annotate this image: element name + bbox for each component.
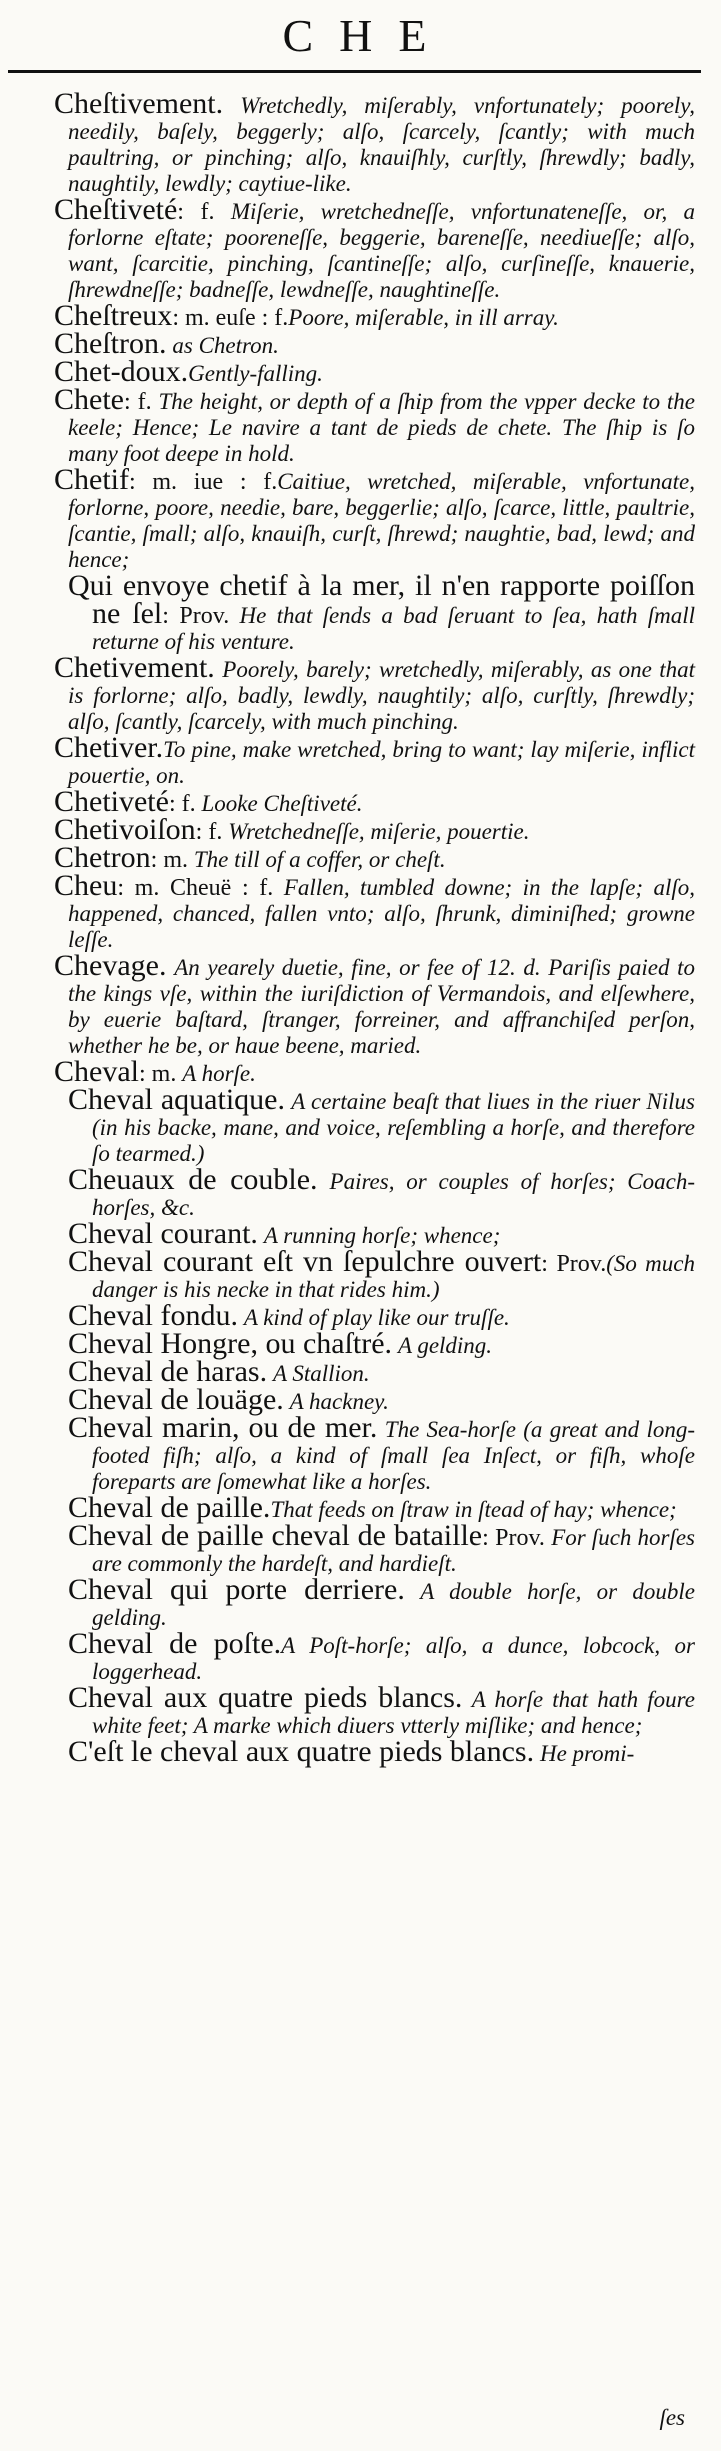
headword: Chevage. bbox=[54, 949, 167, 982]
definition: (So much danger is his necke in that rides him.) bbox=[92, 1251, 695, 1302]
headword: Chet-doux. bbox=[54, 355, 189, 388]
definition: A horſe that hath foure white feet; A marke which diuers vtterly miſlike; and hence; bbox=[92, 1687, 695, 1738]
sub-entry bbox=[54, 1627, 696, 1685]
headword: Cheval Hongre, ou chaſtré. bbox=[68, 1327, 393, 1360]
headword: Cheval fondu. bbox=[68, 1299, 238, 1332]
headword: Cheuaux de couble. bbox=[68, 1163, 318, 1196]
entry bbox=[54, 841, 695, 874]
grammar: : f. bbox=[177, 199, 215, 225]
entry bbox=[54, 355, 695, 388]
definition: Gently-falling. bbox=[188, 361, 323, 386]
headword: Cheval qui porte derriere. bbox=[68, 1573, 405, 1606]
sub-entry bbox=[54, 1411, 695, 1495]
definition: An yearely duetie, fine, or fee of 12. d. Pariſis paied to the kings vſe, within the iuriſdiction of Vermandois, and elſewhere, by euerie baſtard, ſtranger, forreiner, and affranchiſed perſon, whether he be, or haue beene, maried. bbox=[68, 955, 695, 1058]
definition: Paires, or couples of horſes; Coach-horſes, &c. bbox=[92, 1169, 696, 1220]
headword: Cheval courant eſt vn ſepulchre ouvert bbox=[68, 1245, 542, 1278]
definition: A running horſe; whence; bbox=[263, 1223, 501, 1248]
header-rule bbox=[8, 70, 701, 73]
definition: A kind of play like our truſſe. bbox=[243, 1305, 510, 1330]
entry bbox=[54, 869, 695, 953]
definition: To pine, make wretched, bring to want; lay miſerie, inflict pouertie, on. bbox=[68, 737, 695, 788]
headword: Chetivement. bbox=[54, 651, 215, 684]
running-head: CHE bbox=[282, 10, 453, 61]
definition: Poorely, barely; wretchedly, miſerably, as one that is forlorne; alſo, badly, lewdly, naughtily; alſo, curſtly, ſhrewdly; alſo, ſcantly, ſcarcely, with much pinching. bbox=[68, 657, 695, 734]
grammar: : m. bbox=[138, 1061, 177, 1087]
definition: A Poſt-horſe; alſo, a dunce, lobcock, or loggerhead. bbox=[92, 1633, 696, 1684]
definition: Wretchedly, miſerably, vnfortunately; poorely, needily, baſely, beggerly; alſo, ſcarcely, ſcantly; with much paultring, or pinching; alſo, knauiſhly, curſtly, ſhrewdly; badly, naughtily, lewdly; caytiue-like. bbox=[68, 93, 695, 196]
catchword: ſes bbox=[659, 2405, 685, 2430]
definition: He promi- bbox=[539, 1741, 635, 1766]
definition: A hackney. bbox=[289, 1389, 389, 1414]
grammar: : m. iue : f. bbox=[129, 469, 278, 495]
definition: That feeds on ſtraw in ſtead of hay; whence; bbox=[270, 1497, 677, 1522]
grammar: : Prov. bbox=[541, 1251, 607, 1277]
definition: as Chetron. bbox=[172, 333, 279, 358]
headword: Cheval aux quatre pieds blancs. bbox=[68, 1681, 463, 1714]
sub-entry bbox=[54, 569, 696, 655]
sub-entry bbox=[54, 1083, 696, 1167]
grammar: : m. bbox=[150, 847, 188, 873]
headword: Cheſtiveté bbox=[54, 193, 178, 226]
sub-entry bbox=[54, 1163, 696, 1221]
entry bbox=[54, 463, 695, 573]
headword: Cheu bbox=[54, 869, 118, 902]
headword: Cheval de paille cheval de bataille bbox=[68, 1519, 483, 1552]
headword: Chetivoiſon bbox=[54, 813, 196, 846]
entry bbox=[54, 949, 695, 1059]
definition: A gelding. bbox=[397, 1333, 493, 1358]
sub-entry bbox=[54, 1681, 695, 1739]
definition: Caitiue, wretched, miſerable, vnfortunate, forlorne, poore, needie, bare, beggerlie; alſo, ſcarce, little, paultrie, ſcantie, ſmall; alſo, knauiſh, curſt, ſhrewd; naughtie, bad, lewd; and hence; bbox=[68, 469, 695, 572]
grammar: : f. bbox=[195, 819, 223, 845]
entry-list bbox=[8, 87, 701, 1768]
entry bbox=[54, 651, 695, 735]
entry bbox=[54, 731, 695, 789]
sub-entry bbox=[54, 1245, 695, 1303]
grammar: : f. bbox=[123, 389, 152, 415]
sub-entry bbox=[54, 1735, 695, 1768]
definition: Wretchedneſſe, miſerie, pouertie. bbox=[228, 819, 530, 844]
grammar: : Prov. bbox=[162, 603, 230, 629]
headword: Cheval marin, ou de mer. bbox=[68, 1411, 378, 1444]
headword: Chetron bbox=[54, 841, 151, 874]
headword: Cheval de poſte. bbox=[68, 1627, 282, 1660]
definition: The Sea-horſe (a great and long-footed fiſh; alſo, a kind of ſmall ſea Inſect, or fiſh, whoſe foreparts are ſomewhat like a horſes. bbox=[92, 1417, 695, 1494]
definition: The till of a coffer, or cheſt. bbox=[193, 847, 446, 872]
headword: Chetif bbox=[54, 463, 129, 496]
headword: Cheſtivement. bbox=[54, 87, 224, 120]
definition: Miſerie, wretchedneſſe, vnfortunateneſſe, or, a forlorne eſtate; pooreneſſe, beggerie, bareneſſe, neediueſſe; alſo, want, ſcarcitie, pinching, ſcantineſſe; alſo, curſineſſe, knauerie, ſhrewdneſſe; badneſſe, lewdneſſe, naughtineſſe. bbox=[68, 199, 695, 302]
definition: The height, or depth of a ſhip from the vpper decke to the keele; Hence; Le navire a tant de pieds de chete. The ſhip is ſo many foot deepe in hold. bbox=[68, 389, 695, 466]
definition: For ſuch horſes are commonly the hardeſt, and hardieſt. bbox=[92, 1525, 696, 1576]
headword: Cheval bbox=[54, 1055, 139, 1088]
headword: Chetiver. bbox=[54, 731, 164, 764]
sub-entry bbox=[54, 1519, 696, 1577]
headword: Cheval aquatique. bbox=[68, 1083, 285, 1116]
headword: Cheſtreux bbox=[54, 299, 173, 332]
headword: Cheval de paille. bbox=[68, 1491, 271, 1524]
headword: Chete bbox=[54, 383, 124, 416]
definition: A horſe. bbox=[182, 1061, 256, 1086]
sub-entry bbox=[54, 1573, 695, 1631]
headword: Cheſtron. bbox=[54, 327, 167, 360]
definition: A Stallion. bbox=[272, 1361, 370, 1386]
definition: Fallen, tumbled downe; in the lapſe; alſo, happened, chanced, fallen vnto; alſo, ſhrunk, diminiſhed; growne leſſe. bbox=[68, 875, 695, 952]
headword: Cheval courant. bbox=[68, 1217, 258, 1250]
headword: Cheval de haras. bbox=[68, 1355, 268, 1388]
entry bbox=[54, 87, 695, 197]
headword: C'eſt le cheval aux quatre pieds blancs. bbox=[68, 1735, 535, 1768]
grammar: : m. euſe : f. bbox=[172, 305, 289, 331]
definition: A double horſe, or double gelding. bbox=[92, 1579, 695, 1630]
grammar: : m. Cheuë : f. bbox=[117, 875, 274, 901]
headword: Chetiveté bbox=[54, 785, 169, 818]
entry bbox=[54, 193, 695, 303]
grammar: : Prov. bbox=[482, 1525, 545, 1551]
entry bbox=[54, 383, 695, 467]
grammar: : f. bbox=[168, 791, 196, 817]
definition: A certaine beaſt that liues in the riuer Nilus (in his backe, mane, and voice, reſembling a horſe, and therefore ſo tearmed.) bbox=[92, 1089, 696, 1166]
headword: Qui envoye chetif à la mer, il n'en rapporte poiſſon ne ſel bbox=[68, 569, 695, 630]
headword: Cheval de louäge. bbox=[68, 1383, 284, 1416]
definition: Looke Cheſtiveté. bbox=[201, 791, 363, 816]
definition: He that ſends a bad ſeruant to ſea, hath ſmall returne of his venture. bbox=[92, 603, 696, 654]
definition: Poore, miſerable, in ill array. bbox=[288, 305, 559, 330]
